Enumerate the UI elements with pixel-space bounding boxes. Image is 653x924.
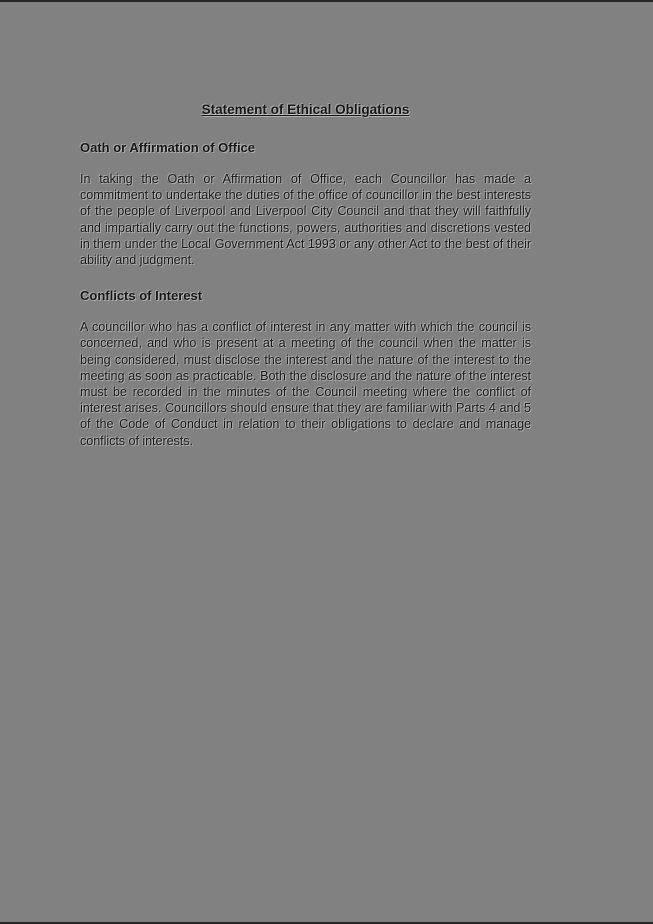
page-title: Statement of Ethical Obligations xyxy=(201,102,410,117)
section-heading-oath-or-affirmation: Oath or Affirmation of Office xyxy=(80,140,256,155)
paragraph-conflicts-of-interest: A councillor who has a conflict of interest in any matter with which the council is concerned, and who is present at a meeting of the council when the matter is being considered, must disclose the interest and the nature of the interest to the meeting as soon as practicable. Both the disclosure and the nature of the interest must be recorded in the minutes of the Council meeting where the conflict of interest arises. Councillors should ensure that they are familiar with Parts 4 and 5 of the Code of Conduct in relation to their obligations to declare and manage conflicts of interests. xyxy=(80,320,531,448)
paragraph-oath-or-affirmation: In taking the Oath or Affirmation of Office, each Councillor has made a commitment to undertake the duties of the office of councillor in the best interests of the people of Liverpool and Liverpool City Council and that they will faithfully and impartially carry out the functions, powers, authorities and discretions vested in them under the Local Government Act 1993 or any other Act to the best of their ability and judgment. xyxy=(80,172,531,268)
document-content xyxy=(80,0,531,449)
section-heading-conflicts-of-interest: Conflicts of Interest xyxy=(80,288,203,304)
